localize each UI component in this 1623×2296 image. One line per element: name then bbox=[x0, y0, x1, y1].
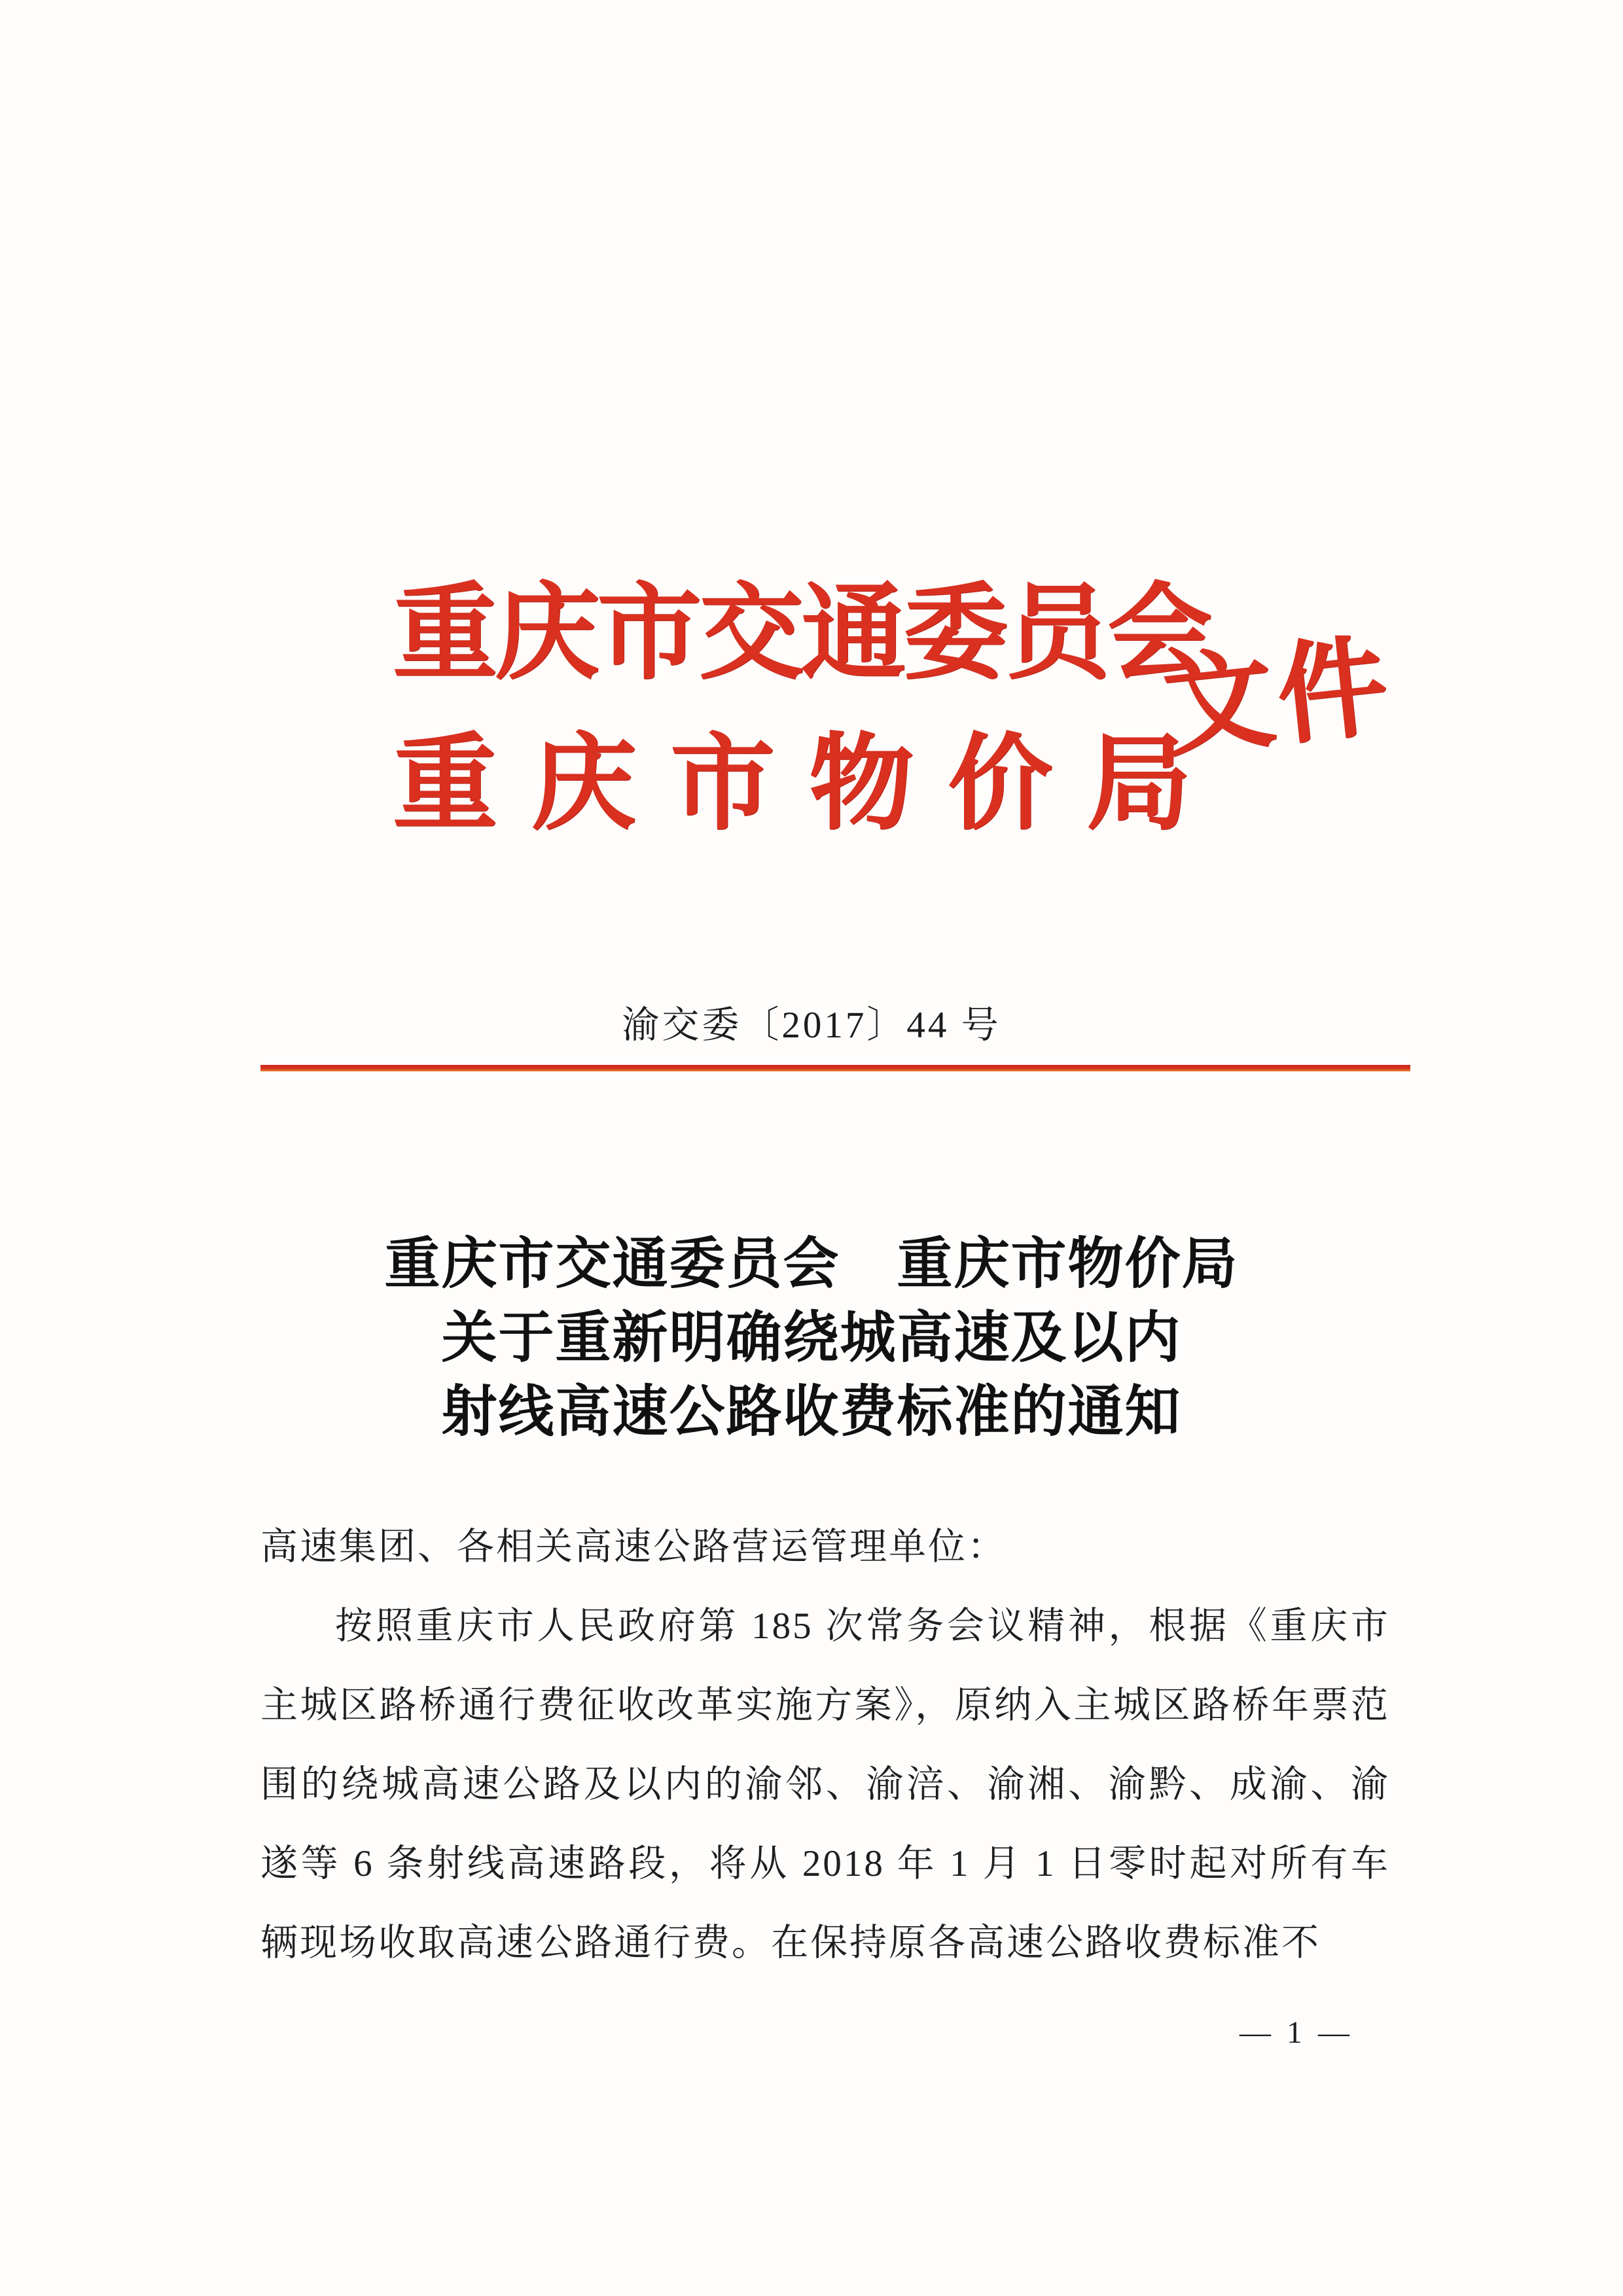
title-line-1: 重庆市交通委员会 重庆市物价局 bbox=[384, 1234, 1239, 1295]
doc-type-label: 文件 bbox=[1158, 625, 1398, 770]
paragraph-1: 按照重庆市人民政府第 185 次常务会议精神，根据《重庆市主城区路桥通行费征收改革实施方案》，原纳入主城区路桥年票范围的绕城高速公路及以内的渝邻、渝涪、渝湘、渝黔、成渝、渝遂等 6 条射线高速路段，将从 2018 年 1 月 1 日零时起对所有车辆现场收取高速公路通行费。在保持原各高速公路收费标准不 bbox=[260, 1605, 1390, 1964]
body-text bbox=[260, 1507, 1390, 1982]
title-line-3: 射线高速公路收费标准的通知 bbox=[441, 1382, 1182, 1443]
red-divider-rule bbox=[260, 1065, 1410, 1071]
page-number: — 1 — bbox=[1240, 2015, 1353, 2050]
salutation: 高速集团、各相关高速公路营运管理单位： bbox=[260, 1526, 1007, 1568]
agency-name-line1: 重庆市交通委员会 bbox=[393, 575, 1210, 692]
title-line-2: 关于重新明确绕城高速及以内 bbox=[441, 1308, 1182, 1369]
agency-name-line2: 重庆市物价局 bbox=[393, 726, 1226, 842]
document-title bbox=[157, 1228, 1466, 1450]
doc-number: 渝交委〔2017〕44 号 bbox=[622, 1005, 1001, 1046]
